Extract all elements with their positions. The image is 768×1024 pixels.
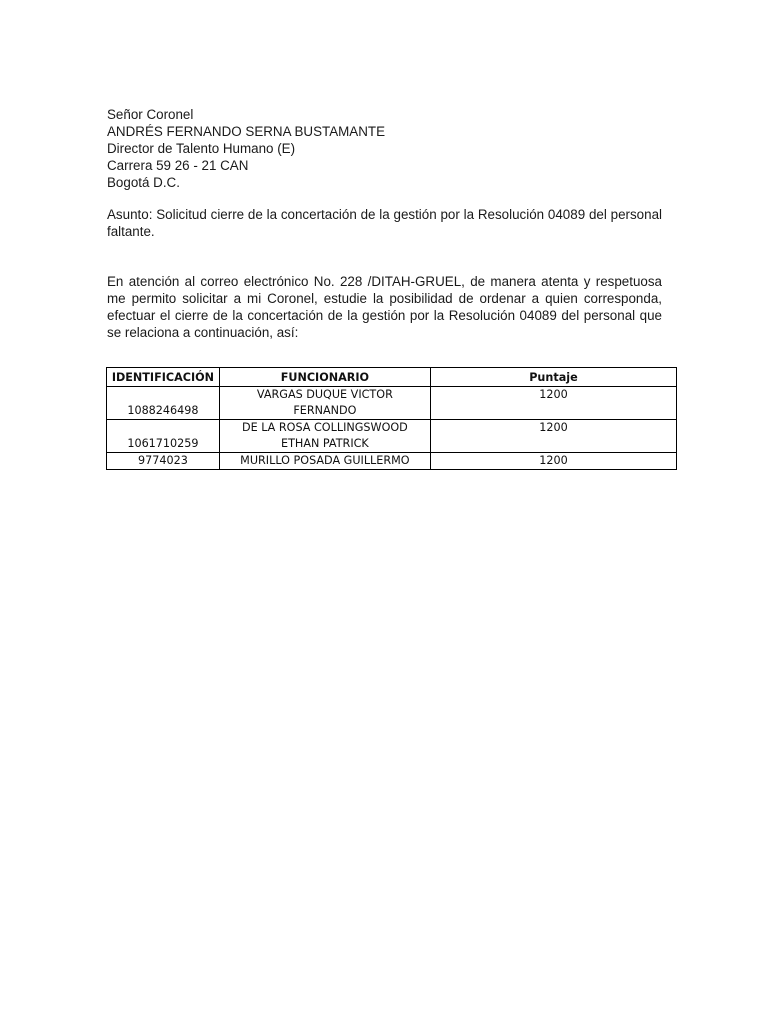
table-row <box>107 387 677 420</box>
funcionario-line: MURILLO POSADA GUILLERMO <box>240 454 410 467</box>
funcionario-line: DE LA ROSA COLLINGSWOOD <box>241 421 408 434</box>
body-paragraph: En atención al correo electrónico No. 228 /DITAH-GRUEL, de manera atenta y respetuosa me permito solicitar a mi Coronel, estudie la posibilidad de ordenar a quien corresponda, efectuar el cierre de la concertación de la gestión por la Resolución 04089 del personal que se relaciona a continuación, así: <box>107 274 662 340</box>
cell-puntaje: 1200 <box>430 420 676 453</box>
funcionario-line: ETHAN PATRICK <box>281 437 369 450</box>
letter-content <box>107 106 662 341</box>
header-identificacion: IDENTIFICACIÓN <box>107 368 220 387</box>
recipient-street: Carrera 59 26 - 21 CAN <box>107 158 249 173</box>
subject-line: Asunto: Solicitud cierre de la concertación de la gestión por la Resolución 04089 del personal faltante. <box>107 207 662 239</box>
header-puntaje: Puntaje <box>430 368 676 387</box>
table-row <box>107 453 677 470</box>
funcionario-line: FERNANDO <box>293 404 357 417</box>
personnel-table <box>106 367 677 470</box>
cell-identificacion: 1061710259 <box>107 420 220 453</box>
table-header-row <box>107 368 677 387</box>
table-row <box>107 420 677 453</box>
recipient-salutation: Señor Coronel <box>107 107 194 122</box>
recipient-city: Bogotá D.C. <box>107 175 180 190</box>
cell-puntaje: 1200 <box>430 453 676 470</box>
cell-identificacion: 1088246498 <box>107 387 220 420</box>
header-funcionario: FUNCIONARIO <box>219 368 430 387</box>
recipient-address-block <box>107 106 662 191</box>
funcionario-line: VARGAS DUQUE VICTOR <box>256 388 393 401</box>
cell-funcionario <box>219 387 430 420</box>
cell-identificacion: 9774023 <box>107 453 220 470</box>
recipient-name: ANDRÉS FERNANDO SERNA BUSTAMANTE <box>107 124 386 139</box>
cell-funcionario <box>219 420 430 453</box>
recipient-title: Director de Talento Humano (E) <box>107 141 296 156</box>
cell-puntaje: 1200 <box>430 387 676 420</box>
cell-funcionario <box>219 453 430 470</box>
